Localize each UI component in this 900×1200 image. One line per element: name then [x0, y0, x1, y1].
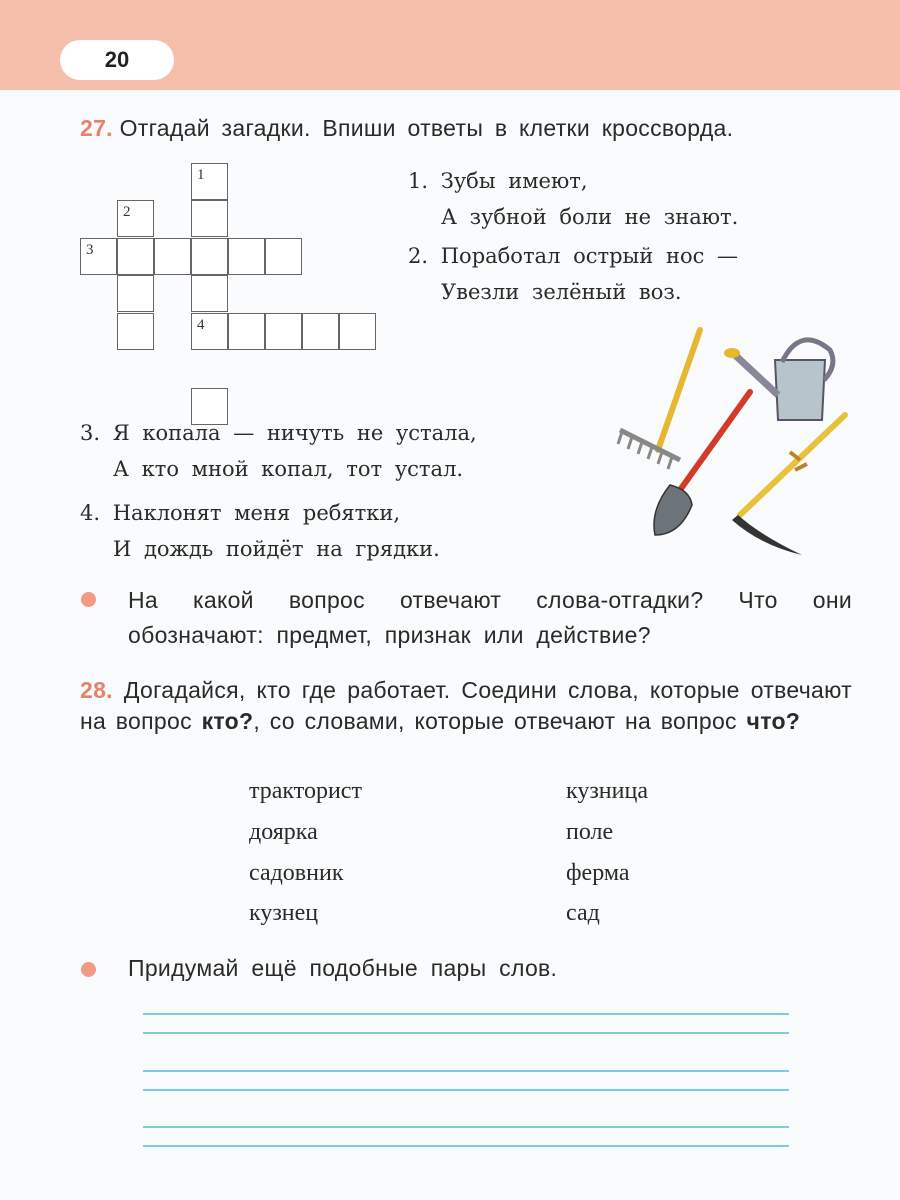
- writing-line[interactable]: [143, 1070, 789, 1072]
- crossword-cell[interactable]: [228, 238, 265, 275]
- riddle-line: Увезли зелёный воз.: [441, 280, 682, 304]
- crossword-cell[interactable]: [117, 200, 154, 237]
- crossword-cell[interactable]: [117, 238, 154, 275]
- crossword-cell[interactable]: [80, 238, 117, 275]
- page-number: 20: [60, 40, 174, 80]
- riddle-line: Я копала — ничуть не устала,: [112, 421, 477, 445]
- exercise-27-question: На какой вопрос отвечают слова-отгадки? Что они обозначают: предмет, признак или действие?: [128, 587, 852, 648]
- keyword-chto: что?: [746, 708, 801, 734]
- word-item[interactable]: кузница: [566, 778, 648, 804]
- writing-line[interactable]: [143, 1089, 789, 1091]
- exercise-text: Догадайся, кто где работает. Соедини слова, которые отвечают на вопрос: [80, 677, 852, 734]
- riddle-line: Поработал острый нос —: [440, 244, 739, 268]
- word-item[interactable]: кузнец: [249, 900, 319, 926]
- riddle-2: [408, 238, 738, 310]
- riddle-number: 4.: [80, 501, 101, 525]
- riddle-number: 2.: [408, 244, 429, 268]
- riddle-line: А кто мной копал, тот устал.: [113, 457, 464, 481]
- crossword-cell[interactable]: [154, 238, 191, 275]
- word-item[interactable]: сад: [566, 900, 600, 926]
- exercise-number: 27.: [80, 115, 113, 141]
- exercise-28-heading: [80, 675, 852, 737]
- riddle-number: 1.: [408, 169, 429, 193]
- riddle-number: 3.: [80, 421, 101, 445]
- riddle-line: Наклонят меня ребятки,: [112, 501, 401, 525]
- riddle-line: И дождь пойдёт на грядки.: [113, 537, 440, 561]
- clue-number: 1: [197, 167, 205, 183]
- clue-number: 2: [123, 204, 131, 220]
- crossword-cell[interactable]: [191, 275, 228, 312]
- crossword-cell[interactable]: [191, 238, 228, 275]
- word-item[interactable]: тракторист: [249, 778, 362, 804]
- riddle-4: [80, 495, 440, 567]
- riddle-line: Зубы имеют,: [440, 169, 588, 193]
- word-item[interactable]: поле: [566, 819, 614, 845]
- scythe-icon: [732, 415, 845, 555]
- writing-line[interactable]: [143, 1032, 789, 1034]
- bullet-icon: [81, 592, 96, 607]
- riddle-3: [80, 415, 477, 487]
- word-item[interactable]: ферма: [566, 860, 630, 886]
- garden-tools-illustration: [610, 320, 860, 560]
- crossword-cell[interactable]: [265, 238, 302, 275]
- writing-line[interactable]: [143, 1013, 789, 1015]
- clue-number: 3: [86, 242, 94, 258]
- crossword-cell[interactable]: [228, 313, 265, 350]
- crossword-cell[interactable]: [117, 275, 154, 312]
- clue-number: 4: [197, 317, 205, 333]
- word-item[interactable]: доярка: [249, 819, 318, 845]
- writing-line[interactable]: [143, 1145, 789, 1147]
- word-item[interactable]: садовник: [249, 860, 344, 886]
- exercise-28-task: Придумай ещё подобные пары слов.: [128, 955, 558, 981]
- riddle-1: [408, 163, 738, 235]
- exercise-instruction: Отгадай загадки. Впиши ответы в клетки кроссворда.: [119, 115, 734, 141]
- keyword-kto: кто?: [201, 708, 254, 734]
- exercise-number: 28.: [80, 677, 113, 703]
- crossword-cell[interactable]: [191, 200, 228, 237]
- crossword-cell[interactable]: [117, 313, 154, 350]
- crossword-cell[interactable]: [191, 163, 228, 200]
- crossword-cell[interactable]: [191, 313, 228, 350]
- bullet-icon: [81, 962, 96, 977]
- writing-line[interactable]: [143, 1126, 789, 1128]
- exercise-27-heading: [80, 115, 733, 142]
- crossword-cell[interactable]: [302, 313, 339, 350]
- crossword-cell[interactable]: [265, 313, 302, 350]
- riddle-line: А зубной боли не знают.: [441, 205, 739, 229]
- crossword-cell[interactable]: [339, 313, 376, 350]
- rake-icon: [618, 330, 700, 469]
- exercise-text: , со словами, которые отвечают на вопрос: [253, 708, 747, 734]
